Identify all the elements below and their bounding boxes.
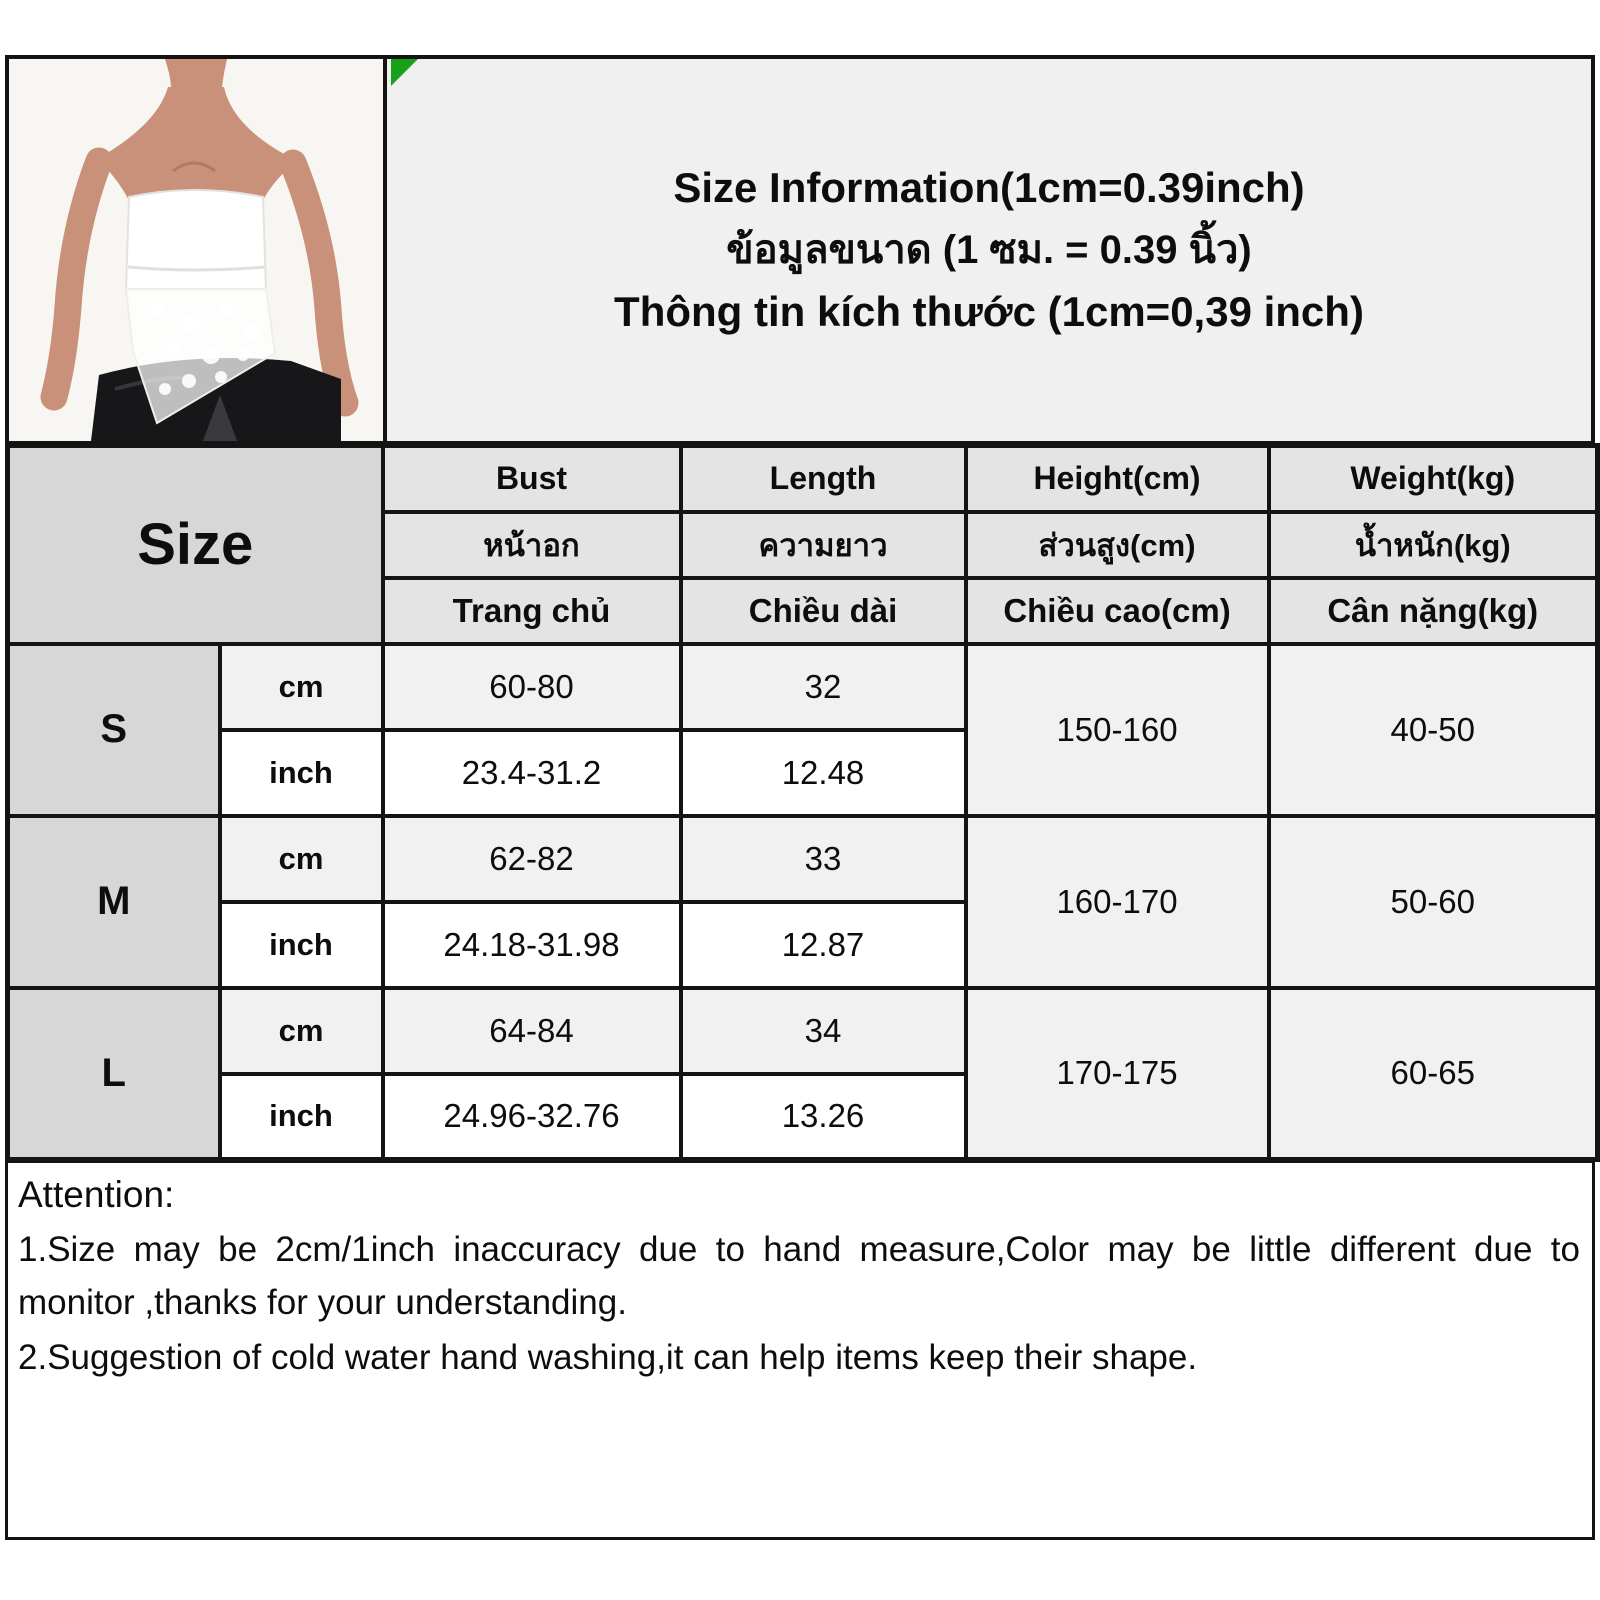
l-weight: 60-65 xyxy=(1269,988,1598,1160)
col-header-bust-en: Bust xyxy=(383,446,681,512)
attention-note-1: 1.Size may be 2cm/1inch inaccuracy due to hand measure,Color may be little different due to monitor ,thanks for your understanding. xyxy=(18,1229,1580,1322)
m-height: 160-170 xyxy=(966,816,1269,988)
col-header-weight-en: Weight(kg) xyxy=(1269,446,1598,512)
title-thai: ข้อมูลขนาด (1 ซม. = 0.39 นิ้ว) xyxy=(726,228,1252,272)
s-bust-cm: 60-80 xyxy=(383,644,681,730)
title-block xyxy=(387,59,1591,441)
m-length-cm: 33 xyxy=(681,816,966,902)
s-weight: 40-50 xyxy=(1269,644,1598,816)
m-weight: 50-60 xyxy=(1269,816,1598,988)
col-header-length-th: ความยาว xyxy=(681,512,966,578)
s-height: 150-160 xyxy=(966,644,1269,816)
col-header-bust-vi: Trang chủ xyxy=(383,578,681,644)
l-height: 170-175 xyxy=(966,988,1269,1160)
table-row xyxy=(8,644,1598,730)
m-bust-cm: 62-82 xyxy=(383,816,681,902)
attention-note-2: 2.Suggestion of cold water hand washing,it can help items keep their shape. xyxy=(18,1338,1198,1378)
unit-inch: inch xyxy=(220,902,383,988)
m-bust-inch: 24.18-31.98 xyxy=(383,902,681,988)
col-header-height-vi: Chiều cao(cm) xyxy=(966,578,1269,644)
col-header-length-en: Length xyxy=(681,446,966,512)
size-header-cell: Size xyxy=(8,446,383,644)
unit-cm: cm xyxy=(220,816,383,902)
tube-top xyxy=(126,190,266,289)
col-header-length-vi: Chiều dài xyxy=(681,578,966,644)
s-bust-inch: 23.4-31.2 xyxy=(383,730,681,816)
s-length-cm: 32 xyxy=(681,644,966,730)
table-row xyxy=(8,816,1598,902)
product-photo xyxy=(9,59,387,441)
col-header-bust-th: หน้าอก xyxy=(383,512,681,578)
col-header-height-th: ส่วนสูง(cm) xyxy=(966,512,1269,578)
col-header-height-en: Height(cm) xyxy=(966,446,1269,512)
attention-section xyxy=(5,1160,1595,1540)
size-chart-table xyxy=(5,443,1600,1162)
header-row-en xyxy=(8,446,1598,512)
m-length-inch: 12.87 xyxy=(681,902,966,988)
unit-cm: cm xyxy=(220,644,383,730)
s-length-inch: 12.48 xyxy=(681,730,966,816)
col-header-weight-th: น้ำหนัก(kg) xyxy=(1269,512,1598,578)
title-vietnamese: Thông tin kích thước (1cm=0,39 inch) xyxy=(614,288,1364,335)
size-label-l: L xyxy=(8,988,220,1160)
header-section xyxy=(5,55,1595,445)
l-bust-inch: 24.96-32.76 xyxy=(383,1074,681,1160)
green-triangle-icon xyxy=(391,59,418,86)
unit-cm: cm xyxy=(220,988,383,1074)
size-label-m: M xyxy=(8,816,220,988)
unit-inch: inch xyxy=(220,1074,383,1160)
l-bust-cm: 64-84 xyxy=(383,988,681,1074)
unit-inch: inch xyxy=(220,730,383,816)
title-english: Size Information(1cm=0.39inch) xyxy=(673,163,1305,211)
model-illustration xyxy=(9,59,383,441)
col-header-weight-vi: Cân nặng(kg) xyxy=(1269,578,1598,644)
table-row xyxy=(8,988,1598,1074)
attention-heading: Attention: xyxy=(18,1174,175,1215)
l-length-cm: 34 xyxy=(681,988,966,1074)
l-length-inch: 13.26 xyxy=(681,1074,966,1160)
size-label-s: S xyxy=(8,644,220,816)
